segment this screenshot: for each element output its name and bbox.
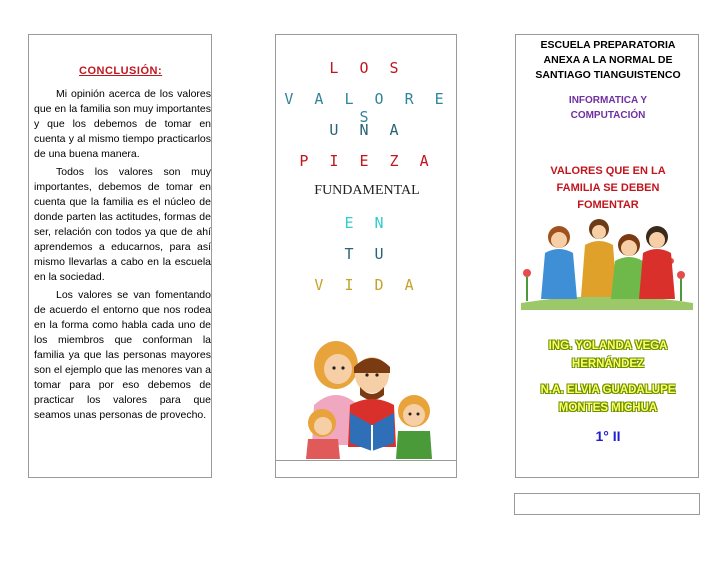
conclusion-paragraph-3: Los valores se van fomentando de acuerdo el entorno que nos rodea en la forma como habla cada uno de los miembros que conforman la familia ya que las personas mayores son el ejemplo que las menores van a tomar para por eso debemos de practicar los valores para que seamos unas personas de provecho. (34, 289, 211, 421)
school-line-3: SANTIAGO TIANGUISTENCO (535, 69, 681, 81)
conclusion-text (34, 87, 211, 426)
word-una: U N A (329, 121, 405, 139)
author-2-line-2: MONTES MICHUA (558, 402, 658, 414)
word-los: L O S (329, 59, 405, 77)
word-tu: T U (344, 245, 390, 263)
author-2 (516, 381, 700, 417)
subject-name (516, 93, 700, 123)
school-line-2: ANEXA A LA NORMAL DE (543, 54, 673, 66)
topic-line-3: FOMENTAR (577, 199, 639, 211)
right-footer-box (514, 493, 700, 515)
school-name (516, 38, 700, 83)
middle-footer-box (275, 460, 457, 478)
front-cover-panel (515, 34, 699, 478)
word-en: E N (344, 214, 390, 232)
author-1-line-1: ING. YOLANDA VEGA (548, 340, 668, 352)
author-1-line-2: HERNÁNDEZ (571, 358, 645, 370)
word-fundamental: FUNDAMENTAL (314, 183, 420, 198)
group-label: 1° II (595, 428, 621, 444)
word-valores: V A L O R E S (284, 90, 450, 126)
conclusion-panel (28, 34, 212, 478)
topic-line-1: VALORES QUE EN LA (550, 165, 666, 177)
conclusion-paragraph-1: Mi opinión acerca de los valores que en la familia son muy importantes y que los debemos de tomar en cuenta y al mismo tiempo practicarlos de una buena manera. (34, 88, 211, 160)
conclusion-paragraph-2: Todos los valores son muy importantes, debemos de tomar en cuenta que la familia es el núcleo de donde parten las actitudes, formas de ser, relación con todos ya que de ahí aprendemos a educarnos, para así mismo llevarlas a cabo en la escuela en la sociedad. (34, 166, 211, 283)
author-1 (516, 337, 700, 373)
conclusion-title: CONCLUSIÓN: (79, 65, 163, 77)
school-line-1: ESCUELA PREPARATORIA (540, 39, 676, 51)
word-vida: V I D A (314, 276, 420, 294)
word-pieza: P I E Z A (299, 152, 435, 170)
subject-line-1: INFORMATICA Y (568, 95, 648, 106)
topic-line-2: FAMILIA SE DEBEN (556, 182, 660, 194)
family-reading-illustration (294, 335, 444, 460)
cover-panel (275, 34, 457, 478)
topic-title (516, 163, 700, 214)
author-2-line-1: N.A. ELVIA GUADALUPE (540, 384, 676, 396)
subject-line-2: COMPUTACIÓN (570, 110, 646, 121)
family-illustration (521, 215, 693, 310)
